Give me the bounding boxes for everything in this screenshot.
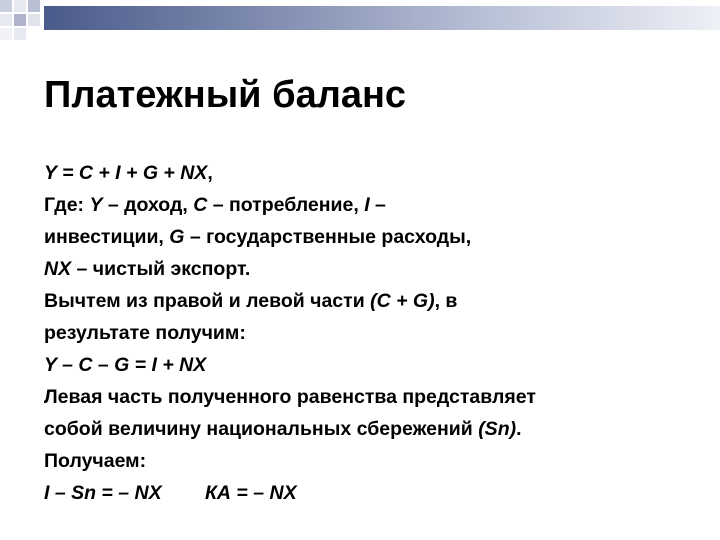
- formula-text: I: [364, 194, 370, 216]
- decorative-square: [28, 0, 40, 12]
- body-line: [44, 349, 684, 381]
- decorative-square: [0, 14, 12, 26]
- body-line: [44, 445, 684, 477]
- body-text-segment: Получаем:: [44, 450, 147, 472]
- body-line: [44, 381, 684, 413]
- body-text-segment: , в: [434, 290, 458, 312]
- formula-text: С: [193, 194, 208, 216]
- decorative-square: [0, 28, 12, 40]
- body-text-segment: [162, 482, 205, 504]
- body-text-segment: – государственные расходы,: [184, 226, 472, 248]
- decorative-square: [14, 14, 26, 26]
- formula-text: (C + G): [370, 290, 435, 312]
- body-text-segment: – доход,: [102, 194, 194, 216]
- slide-body-text: [44, 157, 684, 509]
- body-line: [44, 285, 684, 317]
- body-text-segment: Вычтем из правой и левой части: [44, 290, 371, 312]
- decorative-square: [28, 14, 40, 26]
- decorative-square: [0, 0, 12, 12]
- body-line: [44, 413, 684, 445]
- body-line: [44, 253, 684, 285]
- formula-text: Y: [89, 194, 103, 216]
- formula-text: NX: [44, 258, 72, 280]
- formula-text: Y = C + I + G + NX: [44, 162, 208, 184]
- body-text-segment: Где:: [44, 194, 90, 216]
- formula-text: (Sn): [478, 418, 517, 440]
- body-text-segment: – чистый экспорт.: [71, 258, 251, 280]
- formula-text: G: [169, 226, 185, 248]
- decorative-square: [14, 0, 26, 12]
- body-text-segment: .: [516, 418, 522, 440]
- body-text-segment: инвестиции,: [44, 226, 170, 248]
- body-line: [44, 477, 684, 509]
- body-line: [44, 221, 684, 253]
- body-line: [44, 317, 684, 349]
- body-text-segment: – потребление,: [207, 194, 365, 216]
- body-text-segment: собой величину национальных сбережений: [44, 418, 479, 440]
- body-text-segment: –: [369, 194, 386, 216]
- formula-text: I – Sn = – NX: [44, 482, 162, 504]
- body-text-segment: результате получим:: [44, 322, 246, 344]
- body-text-segment: ,: [207, 162, 213, 184]
- body-line: [44, 157, 684, 189]
- body-text-segment: Левая часть полученного равенства представляет: [44, 386, 536, 408]
- decorative-square: [14, 28, 26, 40]
- formula-text: КА = – NX: [204, 482, 297, 504]
- body-line: [44, 189, 684, 221]
- slide-title: Платежный баланс: [44, 74, 407, 116]
- decorative-header-bar: [44, 6, 720, 30]
- formula-text: Y – C – G = I + NX: [44, 354, 207, 376]
